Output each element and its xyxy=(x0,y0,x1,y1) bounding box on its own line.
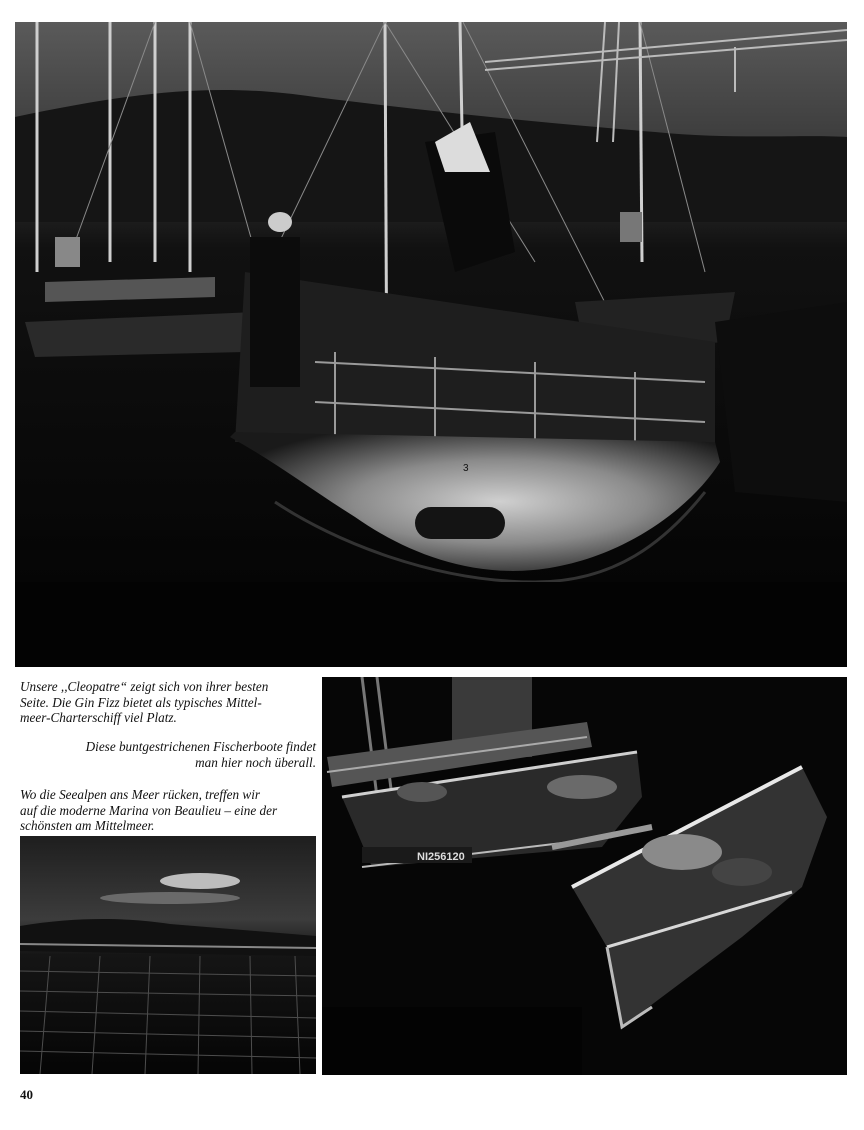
marina-illustration xyxy=(20,836,316,1074)
caption-marina xyxy=(20,787,316,834)
caption-fischerboote-line-2: man hier noch überall. xyxy=(195,754,316,770)
caption-cleopatre-line-1: Unsere ,,Cleopatre“ zeigt sich von ihrer besten xyxy=(20,679,269,694)
caption-fischerboote-line-1: Diese buntgestrichenen Fischerboote findet xyxy=(85,739,316,754)
photo-sailing-yacht-cleopatre xyxy=(15,22,847,667)
page-margin xyxy=(848,0,864,1130)
caption-marina-line-1: Wo die Seealpen ans Meer rücken, treffen wir xyxy=(20,787,261,802)
fishing-boats-illustration xyxy=(322,677,847,1075)
yacht-photo-illustration xyxy=(15,22,847,667)
yacht-hull-number: 3 xyxy=(463,463,469,474)
photo-fishing-boats xyxy=(322,677,847,1075)
caption-cleopatre xyxy=(20,679,316,726)
caption-cleopatre-line-2: Seite. Die Gin Fizz bietet als typisches Mittel- xyxy=(20,694,262,710)
caption-marina-line-2: auf die moderne Marina von Beaulieu – eine der xyxy=(20,802,278,818)
caption-fischerboote xyxy=(20,739,316,770)
boat-registration: NI256120 xyxy=(417,851,465,863)
photo-marina-beaulieu xyxy=(20,836,316,1074)
caption-cleopatre-line-3: meer-Charterschiff viel Platz. xyxy=(20,710,177,725)
caption-marina-line-3: schönsten am Mittelmeer. xyxy=(20,818,155,833)
page-number: 40 xyxy=(20,1087,33,1102)
